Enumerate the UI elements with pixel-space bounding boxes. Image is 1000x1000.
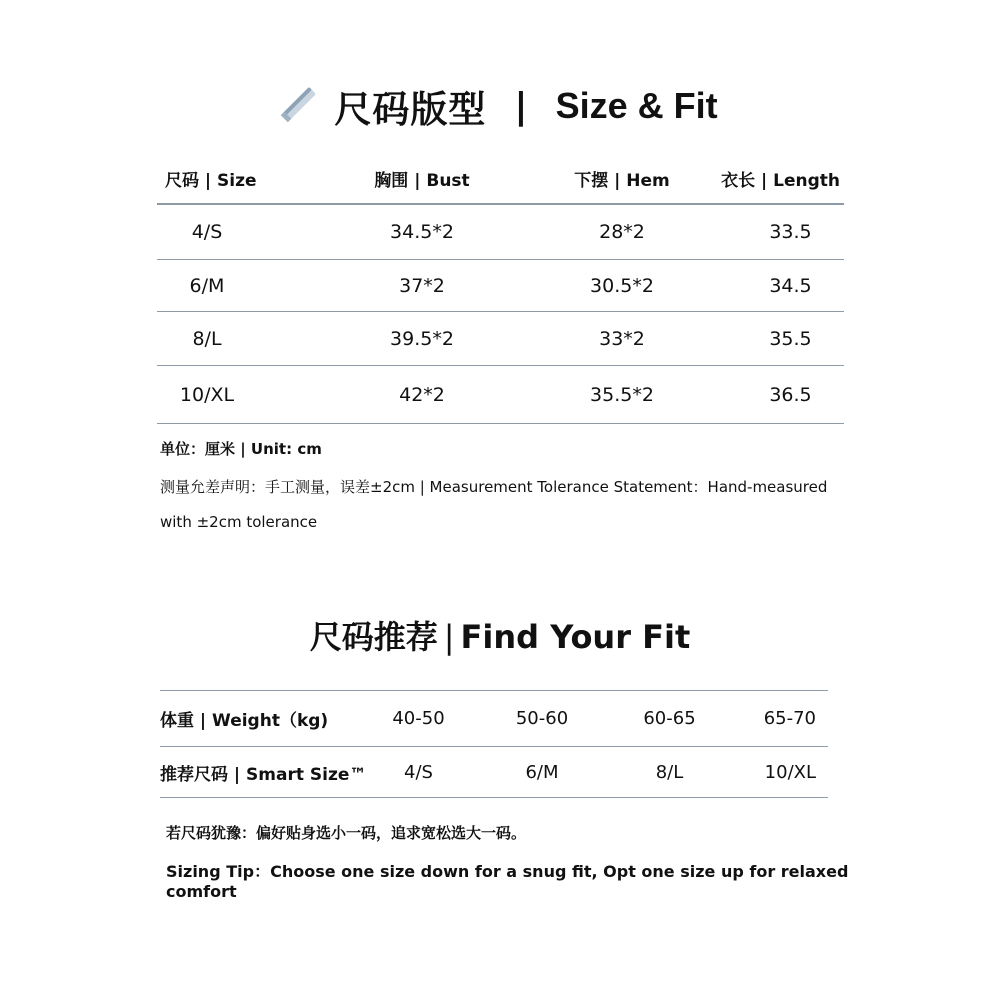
size-fit-title (0, 78, 1000, 134)
cell-size: 4/S (191, 221, 223, 243)
weight-row (160, 691, 828, 747)
table-row (157, 260, 844, 312)
cell-hem: 35.5*2 (590, 383, 654, 406)
sizing-tip-cn: 若尺码犹豫：偏好贴身选小一码，追求宽松选大一码。 (166, 824, 527, 842)
weight-value: 65-70 (763, 708, 816, 729)
unit-note: 单位：厘米 | Unit: cm (160, 440, 322, 458)
sizing-tip-en: Sizing Tip：Choose one size down for a snug fit, Opt one size up for relaxed comfort (166, 862, 849, 901)
smart-size-value: 8/L (655, 761, 684, 783)
cell-hem: 33*2 (599, 327, 645, 350)
pencil-icon (274, 83, 320, 129)
weight-value: 40-50 (392, 708, 445, 729)
header-hem: 下摆 | Hem (574, 170, 670, 191)
smart-size-value: 6/M (525, 761, 559, 783)
fit-title-separator: | (443, 618, 455, 656)
cell-size: 6/M (189, 274, 225, 297)
fit-table (160, 690, 828, 798)
weight-value: 60-65 (643, 708, 696, 729)
header-size: 尺码 | Size (165, 170, 257, 191)
cell-length: 35.5 (769, 327, 812, 350)
table-row (157, 366, 844, 424)
weight-value: 50-60 (515, 708, 569, 729)
cell-size: 10/XL (179, 383, 235, 406)
cell-bust: 37*2 (399, 274, 445, 297)
find-your-fit-title-en: Find Your Fit (460, 618, 691, 656)
size-table (157, 153, 844, 424)
cell-bust: 34.5*2 (390, 221, 454, 243)
cell-length: 34.5 (769, 274, 812, 297)
find-your-fit-title-cn: 尺码推荐 (309, 618, 438, 656)
find-your-fit-title (0, 612, 1000, 658)
cell-hem: 30.5*2 (590, 274, 654, 297)
size-table-header (157, 153, 844, 205)
cell-bust: 39.5*2 (390, 327, 454, 350)
smart-size-value: 10/XL (764, 761, 816, 783)
size-fit-title-en: Size & Fit (555, 85, 718, 126)
smart-size-value: 4/S (404, 761, 433, 783)
tolerance-note: 测量允差声明：手工测量，误差±2cm | Measurement Tolerance Statement：Hand-measured (160, 478, 828, 496)
header-bust: 胸围 | Bust (374, 170, 470, 191)
cell-length: 36.5 (769, 383, 812, 406)
title-separator: | (514, 85, 528, 127)
tolerance-note-continued: with ±2cm tolerance (160, 513, 318, 531)
table-row (157, 312, 844, 366)
size-fit-title-cn: 尺码版型 (334, 88, 487, 131)
cell-size: 8/L (192, 327, 222, 350)
smart-size-label: 推荐尺码 | Smart Size™ (160, 764, 367, 785)
cell-bust: 42*2 (399, 383, 445, 406)
header-length: 衣长 | Length (721, 170, 840, 191)
smart-size-row (160, 747, 828, 798)
weight-label: 体重 | Weight（kg) (160, 711, 329, 731)
cell-hem: 28*2 (599, 221, 645, 243)
cell-length: 33.5 (769, 221, 812, 243)
table-row (157, 205, 844, 260)
